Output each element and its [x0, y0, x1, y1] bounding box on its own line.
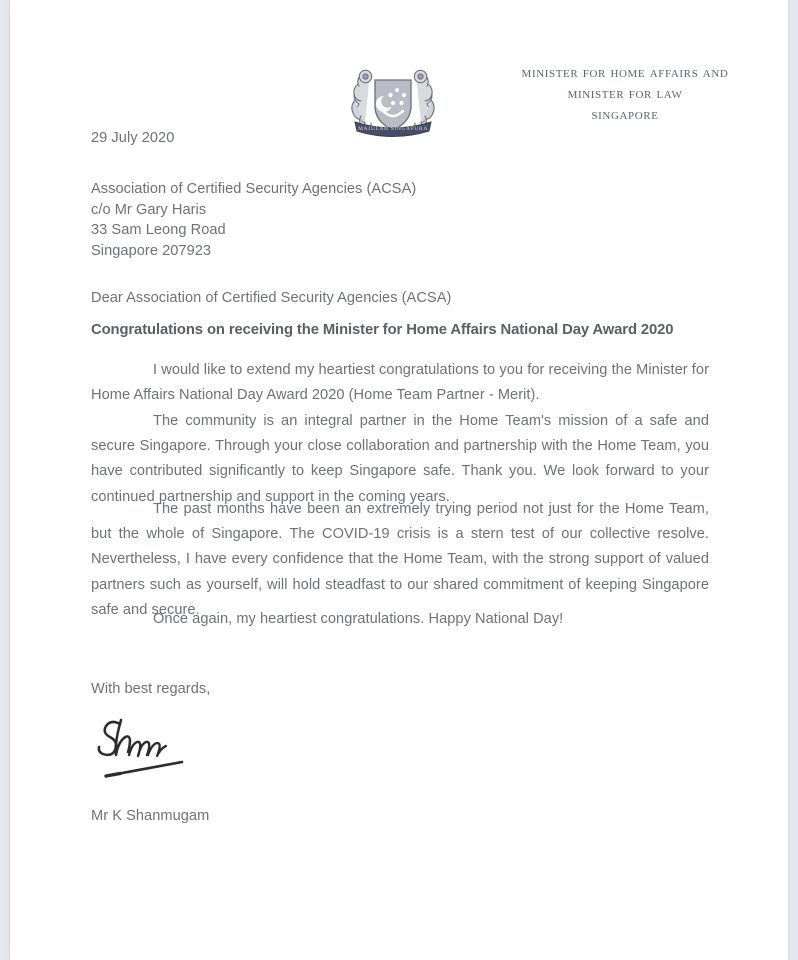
body-paragraph: The past months have been an extremely trying period not just for the Home Team, but the whole of Singapore. The COVID-19 crisis is a stern test of our collective resolve. Nevertheless, I have every confidence that the Home Team, with the strong support of valued partners such as yourself, will hold steadfast to our shared commitment of keeping Singapore safe and secure. [91, 501, 709, 618]
recipient-address [91, 179, 416, 261]
address-line-4: Singapore 207923 [91, 242, 212, 259]
body-paragraph: I would like to extend my heartiest congratulations to you for receiving the Minister for Home Affairs National Day Award 2020 (Home Team Partner - Merit). [91, 362, 709, 404]
letterhead-line-1: minister for home affairs and [521, 64, 729, 81]
letter-document [10, 0, 788, 960]
address-line-2: c/o Mr Gary Haris [91, 201, 207, 218]
signatory-name: Mr K Shanmugam [91, 808, 210, 824]
body-paragraph: The community is an integral partner in the Home Team's mission of a safe and secure Singapore. Through your close collaboration and partnership with the Home Team, you have contributed significantly to keep Singapore safe. Thank you. We look forward to your continued partnership and support in the coming years. [91, 413, 709, 505]
address-line-1: Association of Certified Security Agencies (ACSA) [91, 181, 417, 197]
crest-motto-text: MAJULAH SINGAPURA [358, 126, 428, 133]
singapore-state-crest-icon [337, 56, 449, 142]
letterhead-line-3: singapore [591, 106, 659, 123]
subject-line: Congratulations on receiving the Minister for Home Affairs National Day Award 2020 [91, 322, 674, 338]
closing-salutation: With best regards, [91, 681, 211, 697]
letterhead-line-2: minister for law [567, 85, 683, 102]
letter-date: 29 July 2020 [91, 130, 175, 146]
handwritten-signature-icon [94, 712, 214, 784]
body-paragraph: Once again, my heartiest congratulations. Happy National Day! [153, 611, 564, 627]
address-line-3: 33 Sam Leong Road [91, 222, 226, 238]
letterhead-title [480, 62, 770, 125]
salutation: Dear Association of Certified Security Agencies (ACSA) [91, 290, 452, 306]
